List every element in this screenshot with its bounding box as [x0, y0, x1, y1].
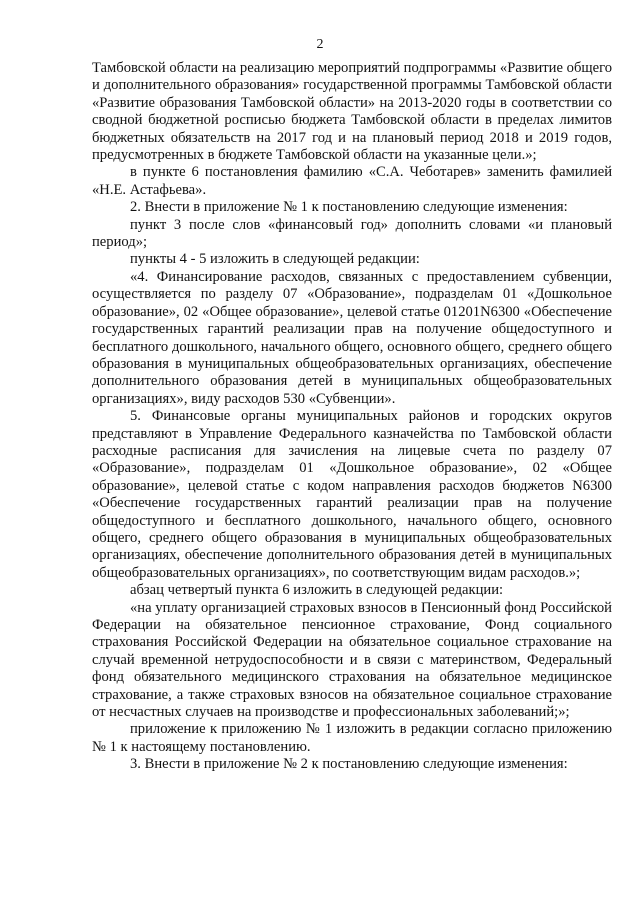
paragraph: приложение к приложению № 1 изложить в редакции согласно приложению № 1 к настоящему постановлению. — [92, 721, 612, 755]
paragraph: 2. Внести в приложение № 1 к постановлению следующие изменения: — [130, 199, 568, 216]
paragraph: Тамбовской области на реализацию мероприятий подпрограммы «Развитие общего и дополнительного образования» государственной программы Тамбовской области «Развитие образования Тамбовской области» на 2013-2020 годы в соответствии со сводной бюджетной росписью бюджета Тамбовской области в пределах лимитов бюджетных обязательств на 2017 год и на плановый период 2018 и 2019 годов, предусмотренных в бюджете Тамбовской области на указанные цели.»; — [92, 60, 612, 164]
paragraph: 3. Внести в приложение № 2 к постановлению следующие изменения: — [130, 756, 568, 773]
paragraph: абзац четвертый пункта 6 изложить в следующей редакции: — [130, 582, 504, 599]
paragraph: пункты 4 - 5 изложить в следующей редакции: — [130, 251, 420, 268]
paragraph: «на уплату организацией страховых взносов в Пенсионный фонд Российской Федерации на обязательное пенсионное страхование, Фонд социального страхования Российской Федерации на обязательное социальное страхование на случай временной нетрудоспособности и в связи с материнством, Федеральный фонд обязательного медицинского страхования на обязательное медицинское страхование, а также страховых взносов на обязательное социальное страхование от несчастных случаев на производстве и профессиональных заболеваний;»; — [92, 599, 612, 721]
paragraph: в пункте 6 постановления фамилию «С.А. Чеботарев» заменить фамилией «Н.Е. Астафьева». — [92, 164, 612, 198]
paragraph: пункт 3 после слов «финансовый год» дополнить словами «и плановый период»; — [92, 216, 612, 251]
paragraph: 5. Финансовые органы муниципальных районов и городских округов представляют в Управление Федерального казначейства по Тамбовской области расходные расписания для зачисления на лицевые счета по разделу 07 «Образование», подразделам 01 «Дошкольное образование», 02 «Общее образование», целевой статье с кодом направления расходов бюджетов N6300 «Обеспечение государственных гарантий реализации прав на получение общедоступного и бесплатного дошкольного, начального общего, основного общего, среднего общего образования в муниципальных общеобразовательных организациях, обеспечение дополнительного образования детей в муниципальных общеобразовательных организациях», по соответствующим видам расходов.»; — [92, 408, 612, 581]
page-number: 2 — [316, 37, 324, 52]
paragraph: «4. Финансирование расходов, связанных с предоставлением субвенции, осуществляется по разделу 07 «Образование», подразделам 01 «Дошкольное образование», 02 «Общее образование», целевой статье 01201N6300 «Обеспечение государственных гарантий реализации прав на получение общедоступного и бесплатного дошкольного, начального общего, основного общего, среднего общего образования в муниципальных общеобразовательных организациях, обеспечение дополнительного образования детей в муниципальных общеобразовательных организациях», виду расходов 530 «Субвенции». — [92, 268, 612, 407]
document-body — [92, 60, 612, 774]
